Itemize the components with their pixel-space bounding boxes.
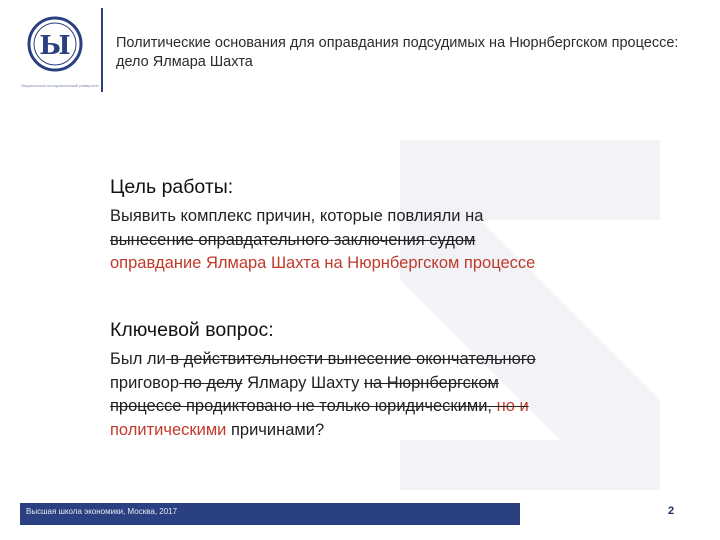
- text-span: приговор: [110, 373, 180, 392]
- struck-span: процессе продиктовано не только юридическими,: [110, 397, 497, 415]
- struck-span: в действительности вынесение окончательного: [165, 350, 536, 368]
- question-title: Ключевой вопрос:: [110, 319, 274, 341]
- goal-section: [110, 175, 670, 276]
- goal-title: Цель работы:: [110, 176, 234, 198]
- text-span: Был ли: [110, 350, 166, 368]
- goal-body: [110, 205, 670, 276]
- red-struck-span: но и: [496, 397, 529, 415]
- footer-text: Высшая школа экономики, Москва, 2017: [26, 507, 178, 516]
- red-span: политическими: [110, 420, 227, 439]
- question-line-2: [110, 372, 670, 396]
- page-number: 2: [668, 505, 675, 517]
- slide-header: [0, 0, 720, 100]
- struck-span: на Нюрнбергском: [363, 373, 499, 392]
- logo-caption: Национальный исследовательский университет: [20, 84, 100, 88]
- text-span: причинами?: [226, 420, 325, 439]
- struck-span: по делу: [179, 373, 243, 392]
- question-line-4: [110, 419, 670, 443]
- goal-line-struck: вынесение оправдательного заключения судом: [110, 230, 476, 249]
- svg-text:Ы: Ы: [39, 31, 71, 61]
- text-span: Ялмару Шахту: [242, 373, 364, 392]
- goal-line-red: оправдание Ялмара Шахта на Нюрнбергском процессе: [110, 254, 536, 272]
- goal-line: Выявить комплекс причин, которые повлияли на: [110, 207, 484, 225]
- question-line-1: [110, 348, 670, 372]
- hse-logo-icon: [10, 10, 100, 84]
- question-section: [110, 318, 670, 442]
- slide-title: Политические основания для оправдания подсудимых на Нюрнбергском процессе: дело Ялмара Шахта: [116, 35, 679, 70]
- header-divider: [101, 8, 103, 92]
- hse-logo: [10, 10, 100, 92]
- question-line-3: [110, 395, 670, 419]
- question-body: [110, 348, 670, 442]
